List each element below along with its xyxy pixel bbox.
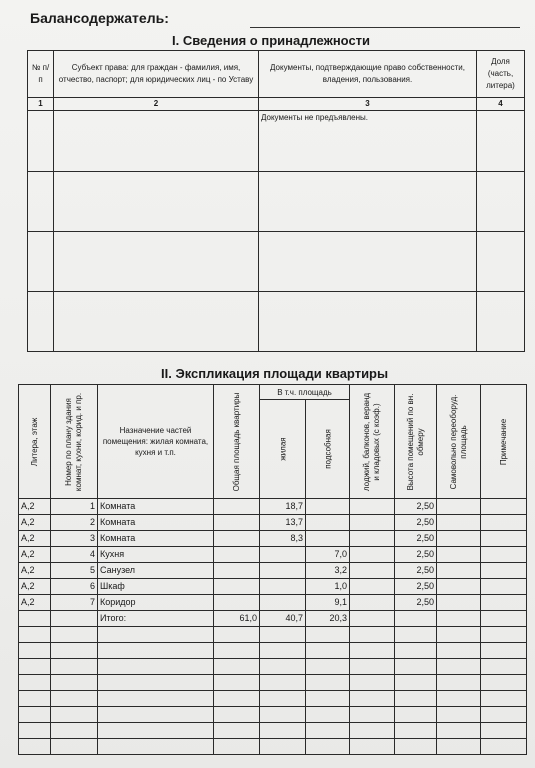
cell-living-area: 18,7 <box>260 499 306 515</box>
cell-plan-number: 2 <box>51 515 98 531</box>
cell-total-area <box>214 499 260 515</box>
col-number-1: 1 <box>28 98 54 111</box>
table-row <box>19 531 527 547</box>
header-purpose: Назначение частей помещения: жилая комната, кухня и т.п. <box>98 385 214 499</box>
header-total-area: Общая площадь квартиры <box>214 385 260 499</box>
documents-note: Документы не предъявлены. <box>261 113 369 122</box>
header-incl-area: В т.ч. площадь <box>260 385 350 400</box>
cell-height: 2,50 <box>395 579 437 595</box>
header-unauthorized: Самовольно переоборуд. площадь <box>437 385 481 499</box>
cell-unauthorized <box>437 563 481 579</box>
table-row <box>19 547 527 563</box>
table-row <box>19 515 527 531</box>
header-living: жилая <box>260 400 306 499</box>
empty-row <box>19 691 527 707</box>
section1-title: I. Сведения о принадлежности <box>172 33 371 48</box>
cell-height <box>395 611 437 627</box>
col-number-3: 3 <box>259 98 477 111</box>
ownership-row <box>28 232 525 292</box>
cell-note <box>481 595 527 611</box>
area-explication-table <box>18 384 527 755</box>
cell-height: 2,50 <box>395 595 437 611</box>
cell-loggia-area <box>350 515 395 531</box>
cell-auxiliary-area <box>306 531 350 547</box>
cell-living-area <box>260 563 306 579</box>
cell-note <box>481 611 527 627</box>
cell-purpose: Комната <box>98 531 214 547</box>
cell-plan-number: 1 <box>51 499 98 515</box>
ownership-table <box>27 50 525 352</box>
table-row <box>19 499 527 515</box>
cell-loggia-area <box>350 547 395 563</box>
table-row <box>19 579 527 595</box>
header-loggia: лоджий, балконов, веранд и кладовых (с коэф.) <box>350 385 395 499</box>
cell-plan-number: 3 <box>51 531 98 547</box>
cell-unauthorized <box>437 531 481 547</box>
cell-auxiliary-area: 9,1 <box>306 595 350 611</box>
cell-total-area <box>214 563 260 579</box>
table-row <box>19 595 527 611</box>
header-litera: Литера, этаж <box>19 385 51 499</box>
cell-litera: А,2 <box>19 531 51 547</box>
col-number-2: 2 <box>54 98 259 111</box>
header-plan-number: Номер по плану здания комнат, кухни, корид. и пр. <box>51 385 98 499</box>
cell-loggia-area <box>350 579 395 595</box>
header-note: Примечание <box>481 385 527 499</box>
header-auxiliary: подсобная <box>306 400 350 499</box>
cell-purpose: Коридор <box>98 595 214 611</box>
cell-total-area <box>214 515 260 531</box>
empty-row <box>19 675 527 691</box>
cell-plan-number: 6 <box>51 579 98 595</box>
cell-purpose: Кухня <box>98 547 214 563</box>
cell-loggia-area <box>350 611 395 627</box>
cell-note <box>481 563 527 579</box>
empty-row <box>19 707 527 723</box>
cell-unauthorized <box>437 611 481 627</box>
cell-litera: А,2 <box>19 579 51 595</box>
col-header-subject: Субъект права: для граждан - фамилия, имя, отчество, паспорт; для юридических лиц - по Уставу <box>54 51 259 98</box>
cell-total-area <box>214 595 260 611</box>
empty-row <box>19 723 527 739</box>
cell-auxiliary-area: 20,3 <box>306 611 350 627</box>
cell-litera <box>19 611 51 627</box>
owner-label: Балансодержатель: <box>30 10 169 26</box>
col-header-number: № п/п <box>28 51 54 98</box>
ownership-row <box>28 172 525 232</box>
cell-note <box>481 515 527 531</box>
cell-height: 2,50 <box>395 515 437 531</box>
cell-plan-number: 4 <box>51 547 98 563</box>
cell-unauthorized <box>437 579 481 595</box>
cell-living-area: 13,7 <box>260 515 306 531</box>
cell-auxiliary-area <box>306 515 350 531</box>
col-header-documents: Документы, подтверждающие право собственности, владения, пользования. <box>259 51 477 98</box>
cell-plan-number: 5 <box>51 563 98 579</box>
col-header-share: Доля (часть, литера) <box>477 51 525 98</box>
empty-row <box>19 659 527 675</box>
ownership-row <box>28 111 525 172</box>
cell-height: 2,50 <box>395 499 437 515</box>
cell-litera: А,2 <box>19 515 51 531</box>
cell-litera: А,2 <box>19 595 51 611</box>
cell-purpose: Итого: <box>98 611 214 627</box>
cell-purpose: Комната <box>98 499 214 515</box>
cell-living-area: 40,7 <box>260 611 306 627</box>
cell-total-area <box>214 531 260 547</box>
cell-purpose: Шкаф <box>98 579 214 595</box>
cell-auxiliary-area: 3,2 <box>306 563 350 579</box>
ownership-row <box>28 292 525 352</box>
cell-total-area: 61,0 <box>214 611 260 627</box>
cell-unauthorized <box>437 499 481 515</box>
cell-note <box>481 579 527 595</box>
cell-height: 2,50 <box>395 531 437 547</box>
cell-height: 2,50 <box>395 547 437 563</box>
cell-litera: А,2 <box>19 563 51 579</box>
cell-purpose: Санузел <box>98 563 214 579</box>
cell-total-area <box>214 579 260 595</box>
cell-auxiliary-area: 7,0 <box>306 547 350 563</box>
cell-litera: А,2 <box>19 547 51 563</box>
cell-loggia-area <box>350 499 395 515</box>
col-number-4: 4 <box>477 98 525 111</box>
cell-unauthorized <box>437 595 481 611</box>
cell-note <box>481 547 527 563</box>
cell-note <box>481 531 527 547</box>
cell-unauthorized <box>437 515 481 531</box>
cell-note <box>481 499 527 515</box>
cell-plan-number <box>51 611 98 627</box>
section2-title: II. Экспликация площади квартиры <box>161 366 389 381</box>
cell-loggia-area <box>350 595 395 611</box>
cell-living-area: 8,3 <box>260 531 306 547</box>
empty-row <box>19 739 527 755</box>
cell-total-area <box>214 547 260 563</box>
total-row <box>19 611 527 627</box>
cell-loggia-area <box>350 531 395 547</box>
table-row <box>19 563 527 579</box>
header-height: Высота помещений по вн. обмеру <box>395 385 437 499</box>
cell-unauthorized <box>437 547 481 563</box>
empty-row <box>19 643 527 659</box>
cell-living-area <box>260 579 306 595</box>
cell-auxiliary-area: 1,0 <box>306 579 350 595</box>
cell-living-area <box>260 547 306 563</box>
cell-auxiliary-area <box>306 499 350 515</box>
cell-litera: А,2 <box>19 499 51 515</box>
cell-loggia-area <box>350 563 395 579</box>
owner-underline <box>250 27 520 28</box>
empty-row <box>19 627 527 643</box>
cell-plan-number: 7 <box>51 595 98 611</box>
cell-purpose: Комната <box>98 515 214 531</box>
cell-height: 2,50 <box>395 563 437 579</box>
cell-living-area <box>260 595 306 611</box>
